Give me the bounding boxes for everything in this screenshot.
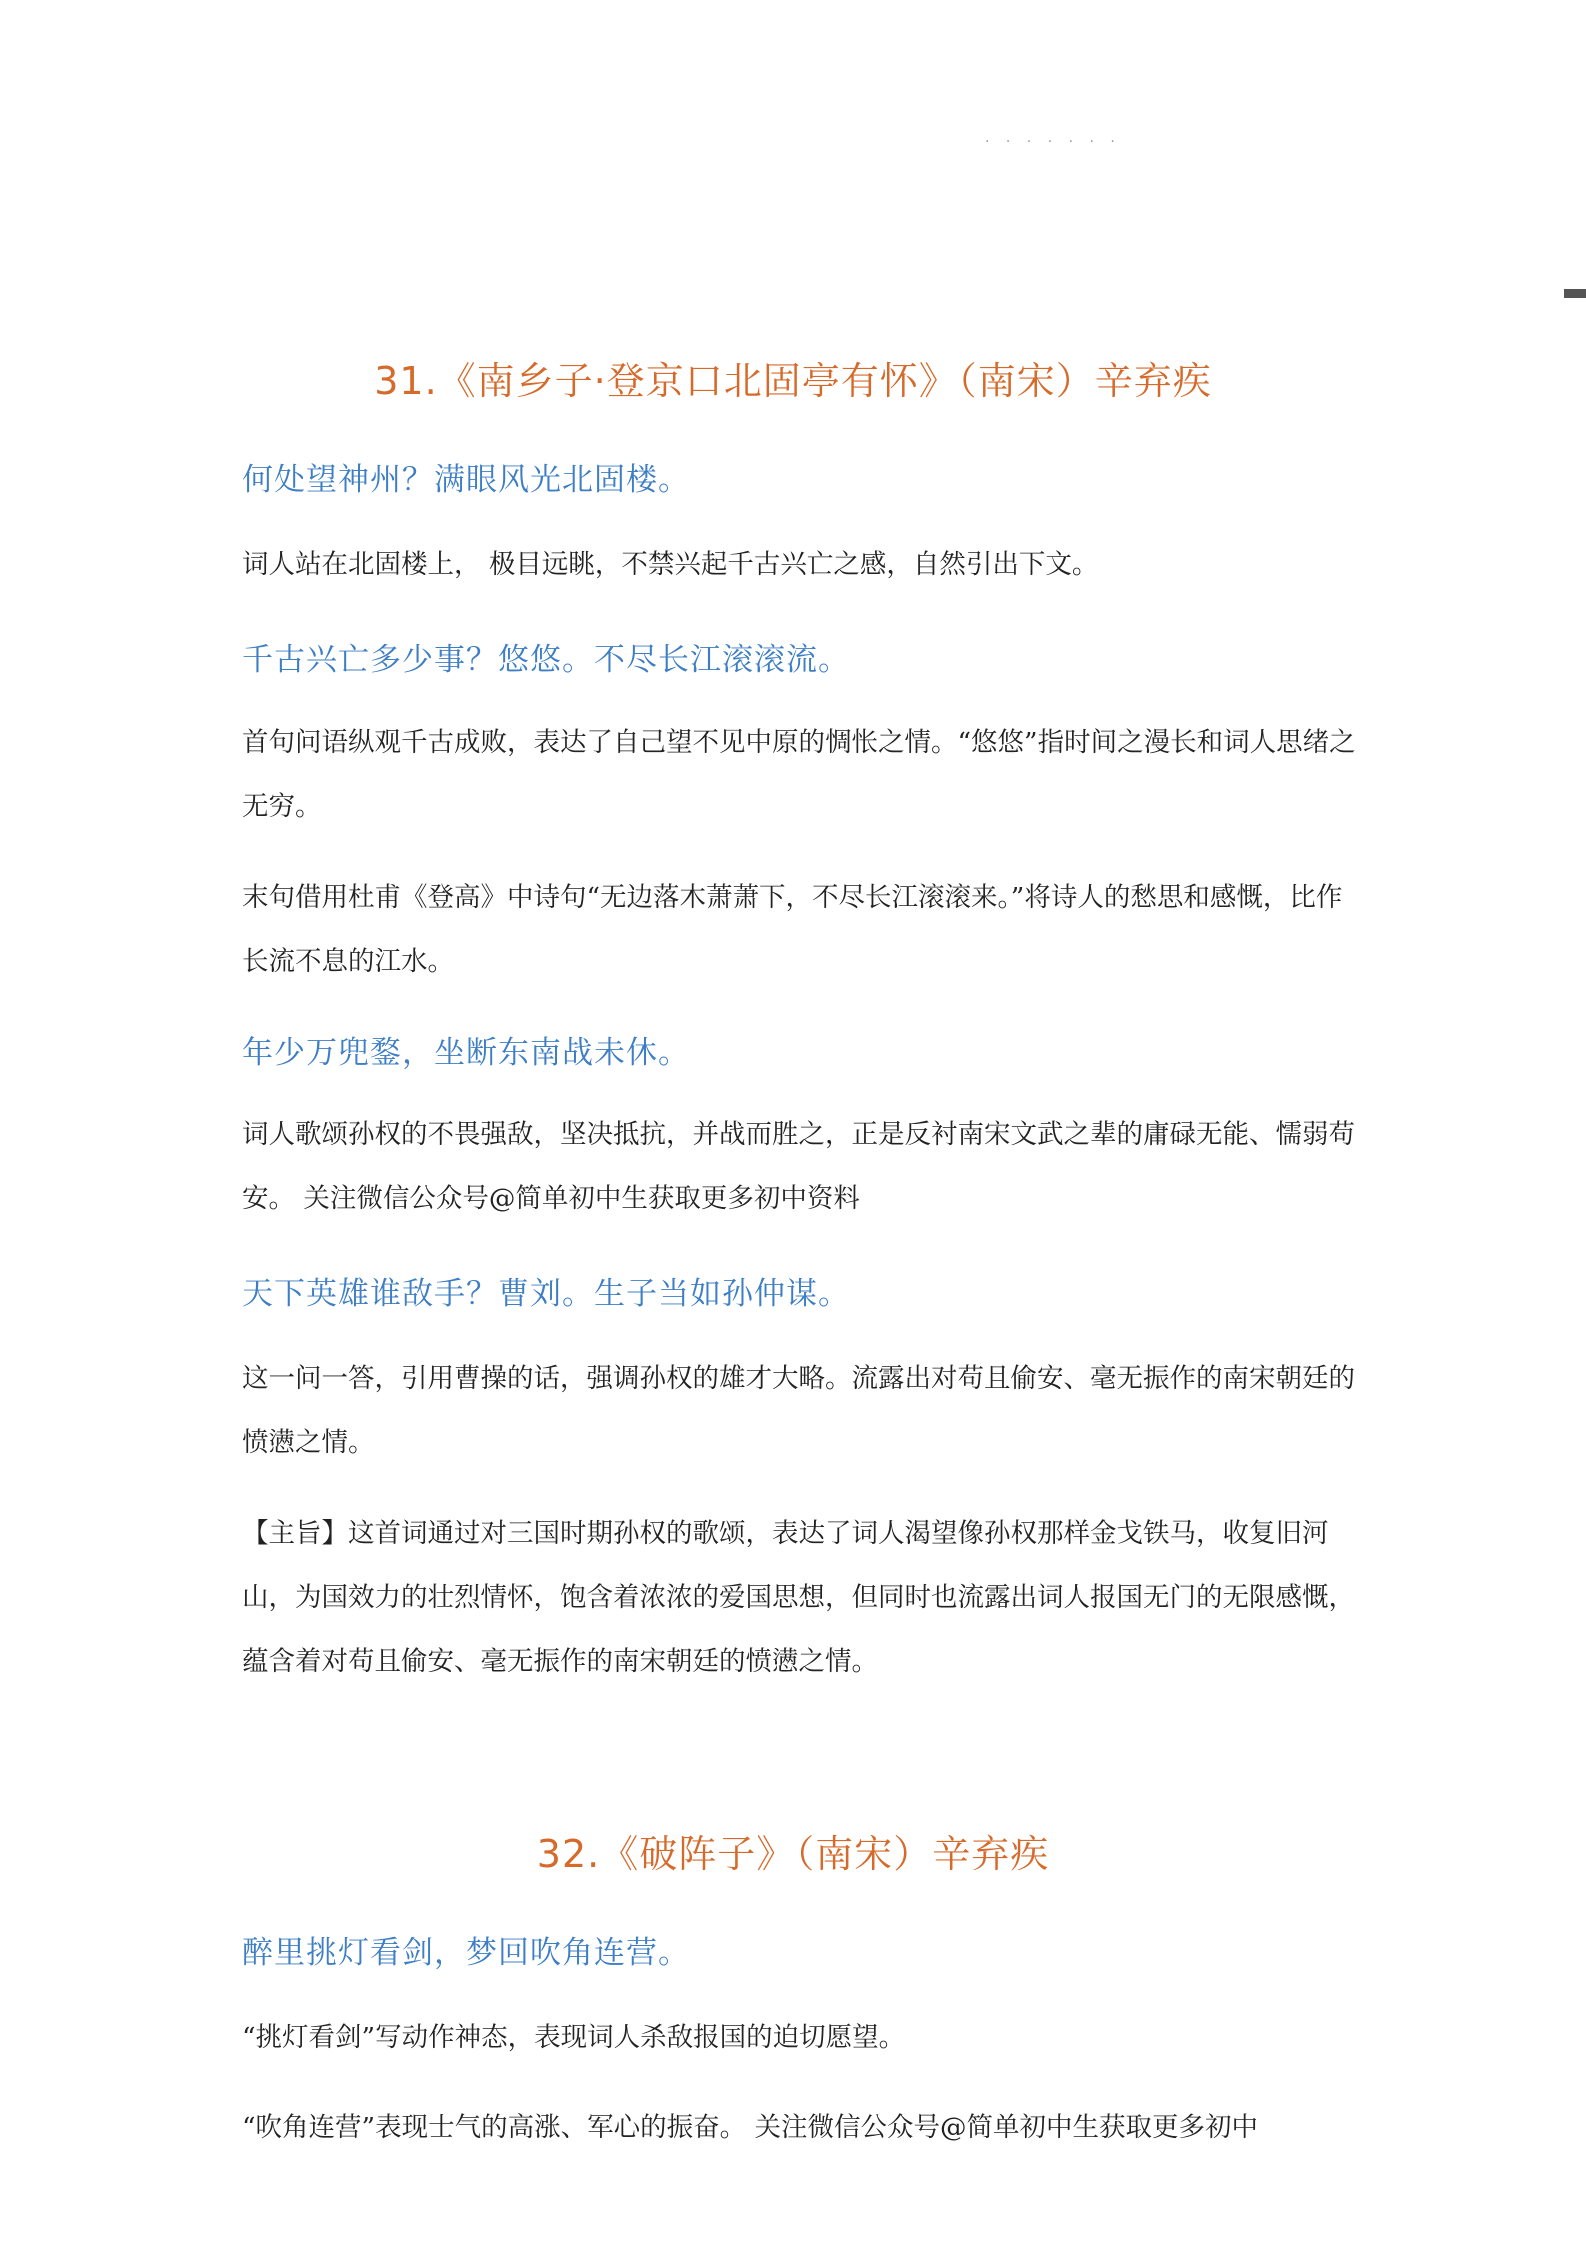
note: 首句问语纵观千古成败，表达了自己望不见中原的惆怅之情。“悠悠”指时间之漫长和词人思绪之无穷。 xyxy=(242,727,1356,822)
verse: 年少万兜鍪，坐断东南战未休。 xyxy=(242,1035,690,1071)
note: 词人歌颂孙权的不畏强敌，坚决抵抗，并战而胜之，正是反衬南宋文武之辈的庸碌无能、懦弱苟安。 关注微信公众号@简单初中生获取更多初中资料 xyxy=(242,1119,1355,1214)
verse: 千古兴亡多少事？悠悠。不尽长江滚滚流。 xyxy=(242,642,850,678)
header-mark: · · · · · · · xyxy=(985,134,1121,150)
section-title-32: 32.《破阵子》（南宋）辛弃疾 xyxy=(536,1832,1050,1876)
theme-note: 【主旨】这首词通过对三国时期孙权的歌颂，表达了词人渴望像孙权那样金戈铁马，收复旧河山，为国效力的壮烈情怀，饱含着浓浓的爱国思想，但同时也流露出词人报国无门的无限感慨，蕴含着对苟且偷安、毫无振作的南宋朝廷的愤懑之情。 xyxy=(242,1518,1355,1677)
verse: 醉里挑灯看剑，梦回吹角连营。 xyxy=(242,1935,690,1971)
note: 这一问一答，引用曹操的话，强调孙权的雄才大略。流露出对苟且偷安、毫无振作的南宋朝廷的愤懑之情。 xyxy=(242,1363,1355,1458)
verse: 何处望神州？满眼风光北固楼。 xyxy=(242,462,690,498)
note: 词人站在北固楼上， 极目远眺，不禁兴起千古兴亡之感，自然引出下文。 xyxy=(242,549,1099,580)
note: “挑灯看剑”写动作神态，表现词人杀敌报国的迫切愿望。 xyxy=(242,2022,906,2053)
note: 末句借用杜甫《登高》中诗句“无边落木萧萧下，不尽长江滚滚来。”将诗人的愁思和感慨，比作长流不息的江水。 xyxy=(242,882,1343,977)
section-title-31: 31.《南乡子·登京口北固亭有怀》（南宋）辛弃疾 xyxy=(374,359,1212,403)
note: “吹角连营”表现士气的高涨、军心的振奋。 关注微信公众号@简单初中生获取更多初中 xyxy=(242,2112,1259,2143)
scroll-tab[interactable] xyxy=(1564,289,1586,298)
verse: 天下英雄谁敌手？曹刘。生子当如孙仲谋。 xyxy=(242,1276,850,1312)
